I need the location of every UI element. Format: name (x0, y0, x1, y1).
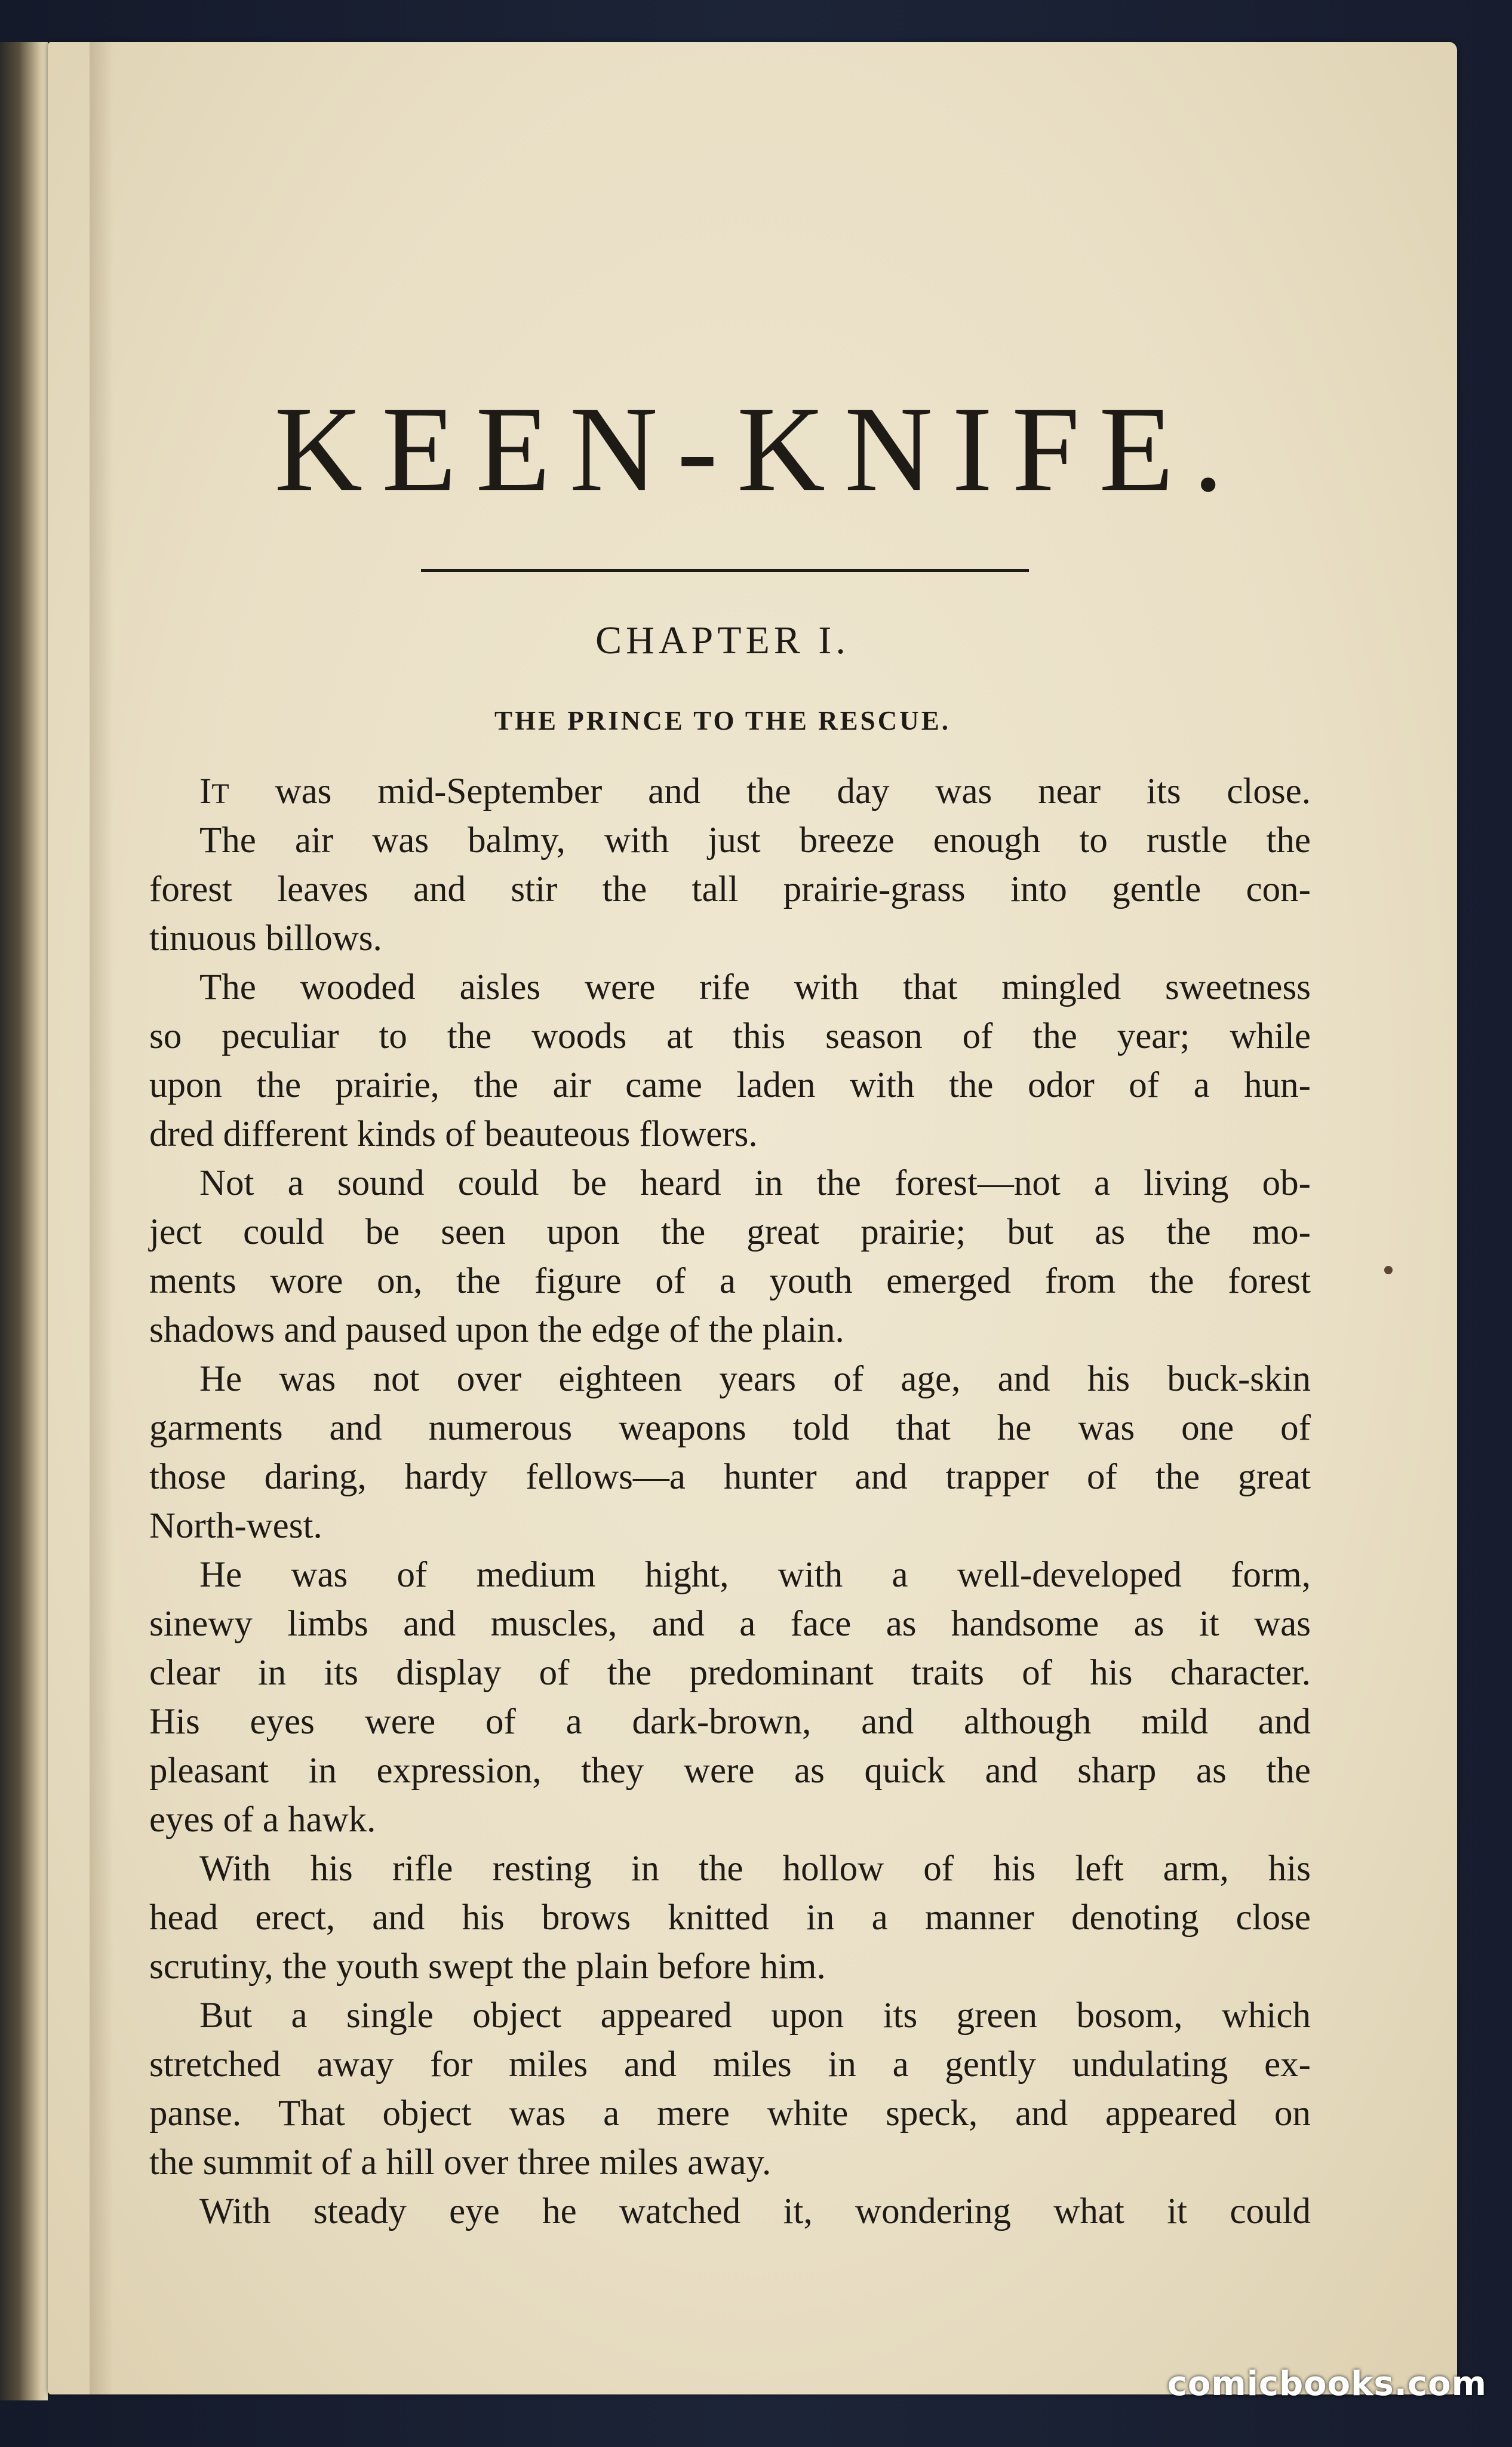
body-line: But a single object appeared upon its green bosom, which (199, 1996, 1311, 2036)
page-fold-shadow (90, 42, 113, 2394)
body-line: the summit of a hill over three miles away. (149, 2142, 772, 2182)
body-line: stretched away for miles and miles in a gently undulating ex- (149, 2045, 1311, 2085)
body-line (149, 767, 1311, 816)
body-line: garments and numerous weapons told that he was one of (149, 1408, 1311, 1448)
binding-edge (0, 42, 48, 2400)
body-line: so peculiar to the woods at this season of the year; while (149, 1016, 1311, 1056)
book-title: KEEN-KNIFE. (274, 382, 1243, 517)
body-line: clear in its display of the predominant traits of his character. (149, 1653, 1311, 1693)
body-line: scrutiny, the youth swept the plain before him. (149, 1947, 826, 1987)
body-line: sinewy limbs and muscles, and a face as handsome as it was (149, 1604, 1311, 1644)
body-line: those daring, hardy fellows—a hunter and trapper of the great (149, 1457, 1311, 1497)
body-line: ments wore on, the figure of a youth emerged from the forest (149, 1261, 1311, 1301)
ink-spot (1384, 1266, 1393, 1274)
chapter-body (149, 767, 1311, 2236)
title-rule (421, 569, 1029, 572)
body-line: He was of medium hight, with a well-developed form, (199, 1555, 1311, 1595)
body-line: panse. That object was a mere white speck, and appeared on (149, 2094, 1311, 2134)
body-line: With his rifle resting in the hollow of his left arm, his (199, 1849, 1311, 1889)
chapter-subtitle: THE PRINCE TO THE RESCUE. (494, 706, 951, 736)
body-line: The air was balmy, with just breeze enough to rustle the (199, 820, 1311, 860)
body-line: forest leaves and stir the tall prairie-grass into gentle con- (149, 869, 1311, 909)
body-line: upon the prairie, the air came laden with the odor of a hun- (149, 1065, 1311, 1105)
body-line: tinuous billows. (149, 918, 382, 958)
opening-small-caps: T (211, 778, 229, 810)
body-line: pleasant in expression, they were as quick and sharp as the (149, 1751, 1311, 1791)
chapter-heading: CHAPTER I. (595, 619, 850, 662)
body-line: He was not over eighteen years of age, and his buck-skin (199, 1359, 1311, 1399)
body-line: eyes of a hawk. (149, 1800, 376, 1840)
opening-initial: I (199, 771, 212, 811)
site-watermark: comicbooks.com (1167, 2365, 1487, 2403)
body-line: His eyes were of a dark-brown, and although mild and (149, 1702, 1311, 1742)
body-line: dred different kinds of beauteous flowers. (149, 1114, 758, 1154)
body-line: The wooded aisles were rife with that mingled sweetness (199, 967, 1311, 1007)
body-line: North-west. (149, 1506, 322, 1546)
body-line: shadows and paused upon the edge of the plain. (149, 1310, 844, 1350)
body-line: head erect, and his brows knitted in a manner denoting close (149, 1898, 1311, 1938)
opening-line-text: was mid-September and the day was near its close. (229, 771, 1311, 811)
body-line: ject could be seen upon the great prairie; but as the mo- (149, 1212, 1311, 1252)
body-line: With steady eye he watched it, wondering what it could (199, 2191, 1311, 2231)
body-line: Not a sound could be heard in the forest—not a living ob- (199, 1163, 1311, 1203)
